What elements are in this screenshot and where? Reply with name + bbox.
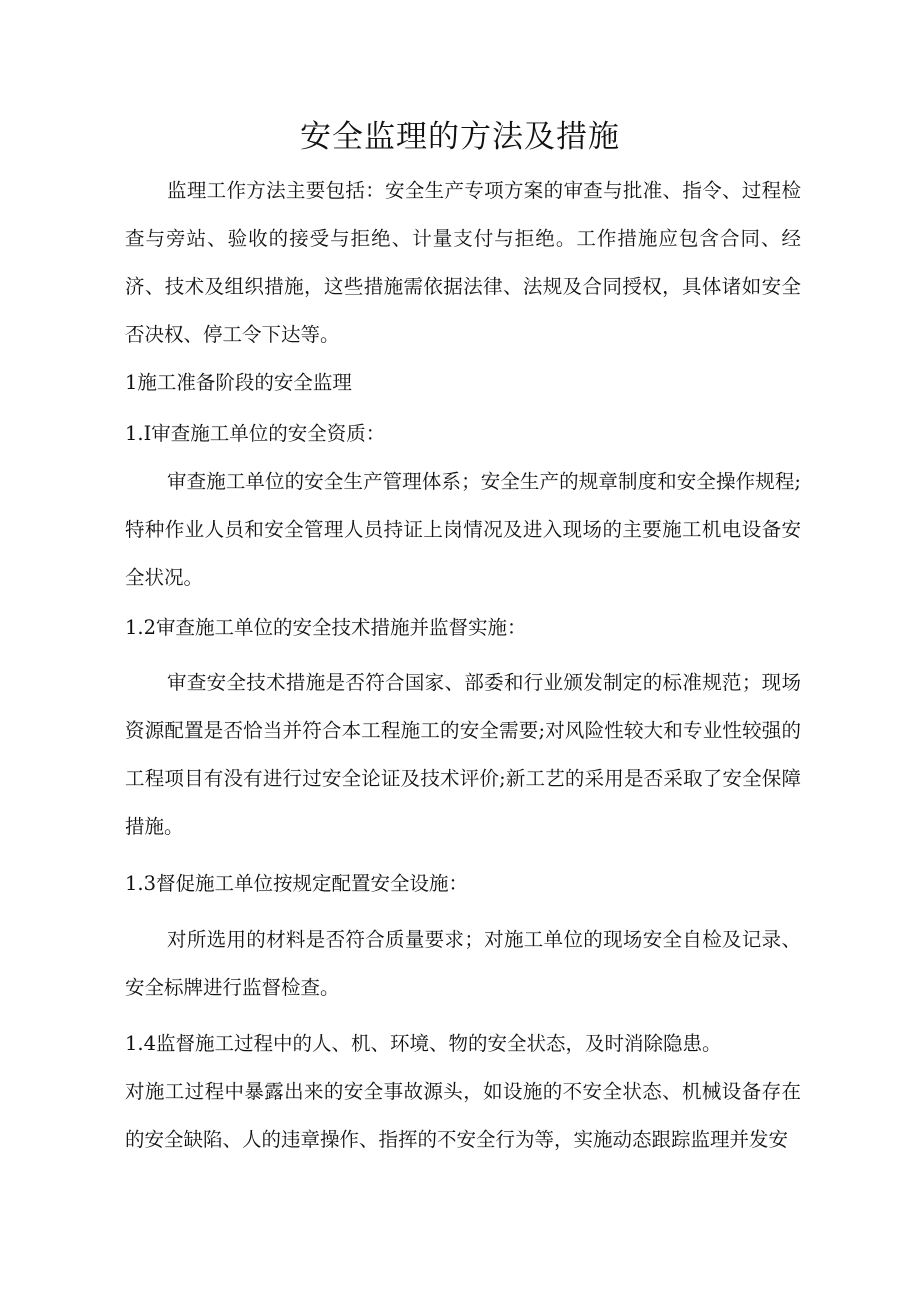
section-1-4-body: 对施工过程中暴露出来的安全事故源头，如设施的不安全状态、机械设备存在的安全缺陷、人的违章操作、指挥的不安全行为等，实施动态跟踪监理并发安 [125, 1080, 801, 1151]
section-1-1-heading: 1.Ⅰ审查施工单位的安全资质： [125, 422, 386, 445]
section-1-2-heading: 1.2审查施工单位的安全技术措施并监督实施： [125, 616, 527, 639]
section-1-2-body: 审查安全技术措施是否符合国家、部委和行业颁发制定的标准规范；现场资源配置是否恰当并符合本工程施工的安全需要;对风险性较大和专业性较强的工程项目有没有进行过安全论证及技术评价;新工艺的采用是否采取了安全保障措施。 [125, 671, 801, 838]
section-1-1-body: 审查施工单位的安全生产管理体系；安全生产的规章制度和安全操作规程;特种作业人员和安全管理人员持证上岗情况及进入现场的主要施工机电设备安全状况。 [125, 470, 801, 589]
document-title: 安全监理的方法及措施 [300, 119, 620, 155]
section-1-4-heading: 1.4监督施工过程中的人、机、环境、物的安全状态，及时消除隐患。 [125, 1032, 722, 1055]
section-1-3-body: 对所选用的材料是否符合质量要求；对施工单位的现场安全自检及记录、安全标牌进行监督检查。 [125, 928, 801, 999]
section-1-3-heading: 1.3督促施工单位按规定配置安全设施： [125, 872, 469, 895]
section-1-heading: 1施工准备阶段的安全监理 [125, 371, 352, 394]
intro-paragraph: 监理工作方法主要包括：安全生产专项方案的审查与批准、指令、过程检查与旁站、验收的接受与拒绝、计量支付与拒绝。工作措施应包含合同、经济、技术及组织措施，这些措施需依据法律、法规及合同授权，具体诸如安全否决权、停工令下达等。 [125, 179, 801, 346]
